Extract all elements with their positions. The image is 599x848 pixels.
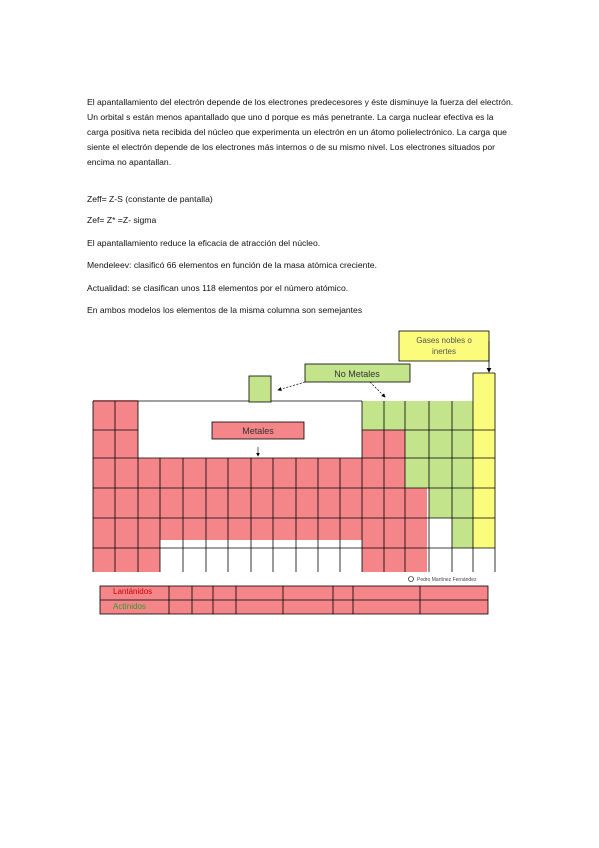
region-p-metals-upper bbox=[362, 430, 405, 458]
nonmetals-label: No Metales bbox=[334, 369, 380, 379]
region-nonmetals-row6 bbox=[452, 518, 473, 548]
region-noble-gases bbox=[473, 373, 495, 548]
credit-text: Pedro Martínez Fernández bbox=[417, 577, 477, 583]
paragraph-actualidad: Actualidad: se clasifican unos 118 elementos por el número atómico. bbox=[87, 283, 349, 293]
paragraph-shielding-effect: El apantallamiento reduce la eficacia de atracción del núcleo. bbox=[87, 238, 321, 248]
paragraph-columns: En ambos modelos los elementos de la misma columna son semejantes bbox=[87, 305, 363, 315]
region-s-block-metals bbox=[93, 400, 138, 572]
noble-gases-label-line2: inertes bbox=[431, 347, 457, 356]
region-lower-left-metal bbox=[138, 540, 160, 572]
region-d-block-metals bbox=[138, 458, 362, 540]
nonmetals-arrow-right bbox=[370, 382, 385, 397]
paragraph-zeff-formula: Zeff= Z-S (constante de pantalla) bbox=[87, 194, 213, 204]
paragraph-zef-sigma: Zef= Z* =Z- sigma bbox=[87, 215, 157, 225]
periodic-table-cells bbox=[93, 373, 495, 572]
region-nonmetals-row4 bbox=[405, 458, 473, 488]
hydrogen-cell bbox=[249, 376, 271, 402]
lanthanides-label: Lantánidos bbox=[113, 587, 153, 596]
paragraph-shielding: El apantallamiento del electrón depende de los electrones predecesores y éste disminuye la fuerza del electrón. Un orbital s están menos apantallado que uno d porque es más penetrante. La carga nuclear efectiva es la carga positiva neta recibida del núcleo que experimenta un electrón en un átomo polielectrónico. La carga que siente el electrón depende de los electrones más internos o de su mismo nivel. Los electrones situados por encima no apantallan. bbox=[87, 97, 514, 167]
nonmetals-arrow-left bbox=[278, 382, 305, 390]
metals-label: Metales bbox=[242, 426, 274, 436]
paragraph-mendeleev: Mendeleev: clasificó 66 elementos en función de la masa atómica creciente. bbox=[87, 260, 377, 270]
region-nonmetals-row3 bbox=[405, 430, 473, 458]
region-nonmetals-row5 bbox=[429, 488, 473, 518]
region-nonmetals-row2 bbox=[362, 401, 473, 430]
f-block-rows bbox=[100, 586, 488, 614]
actinides-label: Actínidos bbox=[113, 602, 146, 611]
credit-icon bbox=[409, 577, 414, 582]
noble-gases-label-line1: Gases nobles o bbox=[416, 336, 472, 345]
